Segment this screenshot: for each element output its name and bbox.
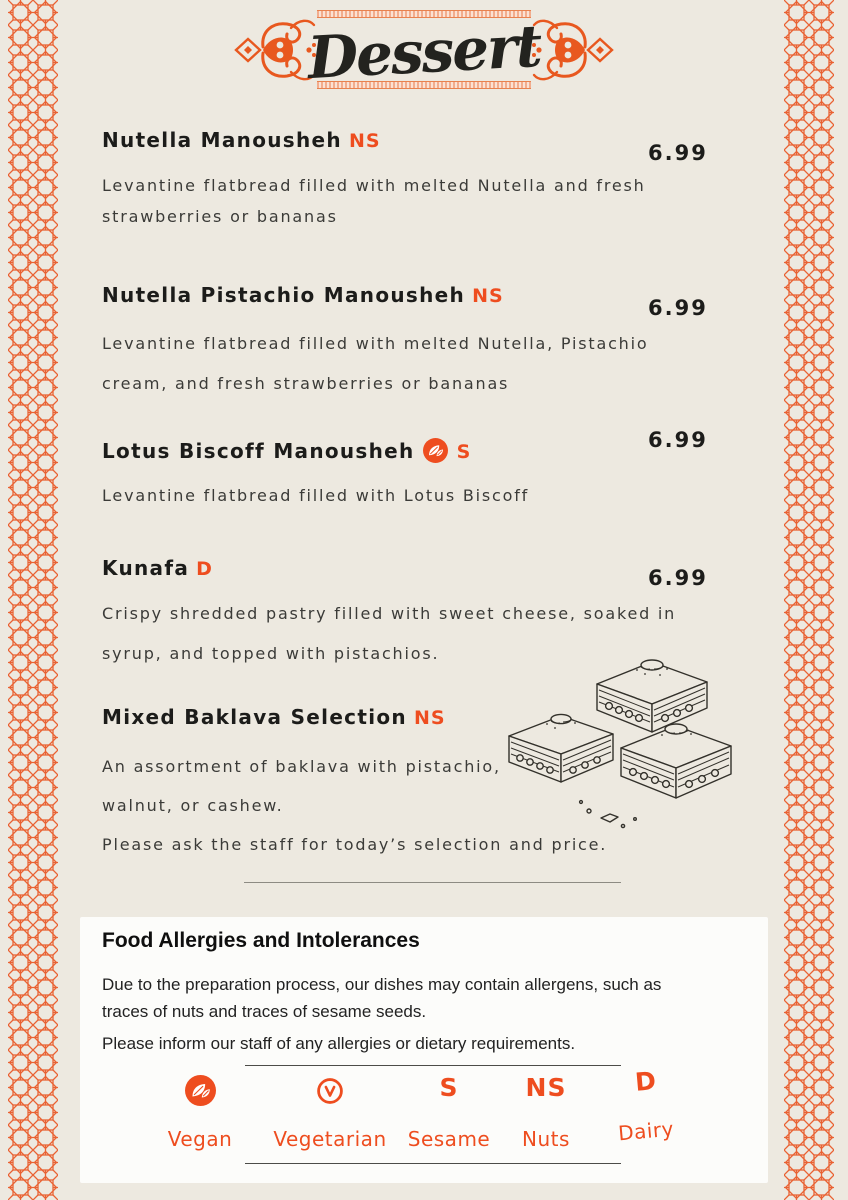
vegan-icon (135, 1075, 265, 1111)
description-line: walnut, or cashew. (102, 796, 284, 815)
legend-label-vegetarian: Vegetarian (273, 1127, 387, 1151)
description-line: Levantine flatbread filled with melted Nutella and fresh (102, 176, 646, 195)
item-price: 6.99 (648, 428, 708, 452)
menu-item (102, 438, 742, 467)
menu-item (102, 128, 742, 152)
item-description (102, 324, 648, 404)
vegan-icon (423, 438, 448, 467)
allergy-heading: Food Allergies and Intolerances (102, 929, 420, 952)
menu-item (102, 556, 742, 580)
allergen-badge: NS (413, 707, 446, 729)
description-line: Crispy shredded pastry filled with sweet cheese, soaked in (102, 604, 677, 623)
description-line: Levantine flatbread filled with Lotus Biscoff (102, 486, 530, 505)
item-name: Kunafa (102, 556, 190, 580)
vegetarian-icon (265, 1077, 395, 1110)
item-description (102, 747, 607, 864)
item-price: 6.99 (648, 296, 708, 320)
item-name: Nutella Pistachio Manousheh (102, 283, 466, 307)
allergen-badge: S (456, 441, 472, 463)
item-price: 6.99 (648, 141, 708, 165)
menu-item (102, 283, 742, 307)
section-divider (244, 882, 621, 883)
item-name: Nutella Manousheh (102, 128, 342, 152)
item-name: Mixed Baklava Selection (102, 705, 407, 729)
description-line: An assortment of baklava with pistachio, (102, 757, 501, 776)
arabesque-border-left-icon (8, 0, 58, 1200)
legend-label-sesame: Sesame (407, 1127, 491, 1151)
legend-label-nuts: Nuts (522, 1127, 570, 1151)
arabesque-border-right-icon (784, 0, 834, 1200)
sesame-symbol: S (439, 1073, 459, 1102)
allergen-badge: D (196, 558, 213, 580)
legend-divider-bottom (245, 1163, 621, 1164)
description-line: syrup, and topped with pistachios. (102, 644, 440, 663)
description-line: Levantine flatbread filled with melted Nutella, Pistachio (102, 334, 649, 353)
menu-item (102, 705, 742, 729)
item-description (102, 170, 646, 232)
description-line: strawberries or bananas (102, 207, 338, 226)
legend-label-vegan: Vegan (167, 1127, 233, 1151)
menu-header (0, 0, 848, 110)
allergy-info-panel (80, 917, 768, 1183)
description-line: Please ask the staff for today’s selection and price. (102, 835, 608, 854)
allergy-note: Please inform our staff of any allergies or dietary requirements. (102, 1034, 576, 1053)
description-line: cream, and fresh strawberries or bananas (102, 374, 510, 393)
legend-label-dairy: Dairy (617, 1116, 675, 1146)
legend-divider-top (245, 1065, 621, 1066)
item-name: Lotus Biscoff Manousheh (102, 439, 415, 463)
allergy-body-line: Due to the preparation process, our dishes may contain allergens, such as (102, 975, 662, 994)
item-description (102, 480, 529, 511)
allergy-body (102, 971, 661, 1025)
item-description (102, 594, 676, 674)
dairy-symbol: D (633, 1066, 659, 1097)
item-price: 6.99 (648, 566, 708, 590)
allergen-badge: NS (472, 285, 504, 307)
nuts-symbol: NS (525, 1073, 567, 1102)
allergen-badge: NS (348, 130, 381, 152)
page-title: Dessert (305, 11, 542, 93)
allergy-body-line: traces of nuts and traces of sesame seeds. (102, 1002, 427, 1021)
